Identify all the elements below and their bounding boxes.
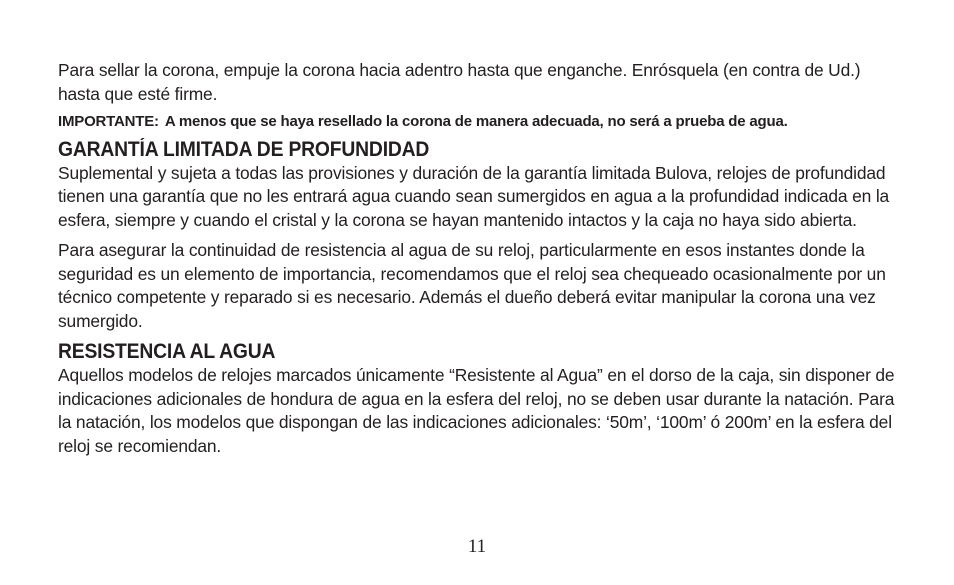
important-text: A menos que se haya resellado la corona de manera adecuada, no será a prueba de agua.	[164, 113, 788, 130]
manual-page	[58, 59, 896, 458]
water-resistance-heading: RESISTENCIA AL AGUA	[58, 340, 276, 363]
important-note	[58, 114, 896, 131]
depth-warranty-paragraph-1: Suplemental y sujeta a todas las provisiones y duración de la garantía limitada Bulova, relojes de profundidad tienen una garantía que no les entrará agua cuando sean sumergidos en agua a la profundidad indicada en la esfera, siempre y cuando el cristal y la corona se hayan mantenido intactos y la caja no haya sido abierta.	[58, 162, 890, 230]
important-label: IMPORTANTE:	[58, 113, 159, 130]
crown-sealing-paragraph: Para sellar la corona, empuje la corona hacia adentro hasta que enganche. Enrósquela (en contra de Ud.) hasta que esté firme.	[58, 60, 861, 104]
page-number: 11	[467, 536, 487, 557]
depth-warranty-heading: GARANTÍA LIMITADA DE PROFUNDIDAD	[58, 137, 430, 161]
water-resistance-paragraph: Aquellos modelos de relojes marcados únicamente “Resistente al Agua” en el dorso de la caja, sin disponer de indicaciones adicionales de hondura de agua en la esfera del reloj, no se deben usar durante la natación. Para la natación, los modelos que dispongan de las indicaciones adicionales: ‘50m’, ‘100m’ ó 200m’ en la esfera del reloj se recomiendan.	[58, 365, 895, 456]
depth-warranty-paragraph-2: Para asegurar la continuidad de resistencia al agua de su reloj, particularmente en esos instantes donde la seguridad es un elemento de importancia, recomendamos que el reloj sea chequeado ocasionalmente por un técnico competente y reparado si es necesario. Además el dueño deberá evitar manipular la corona una vez sumergido.	[58, 240, 886, 331]
